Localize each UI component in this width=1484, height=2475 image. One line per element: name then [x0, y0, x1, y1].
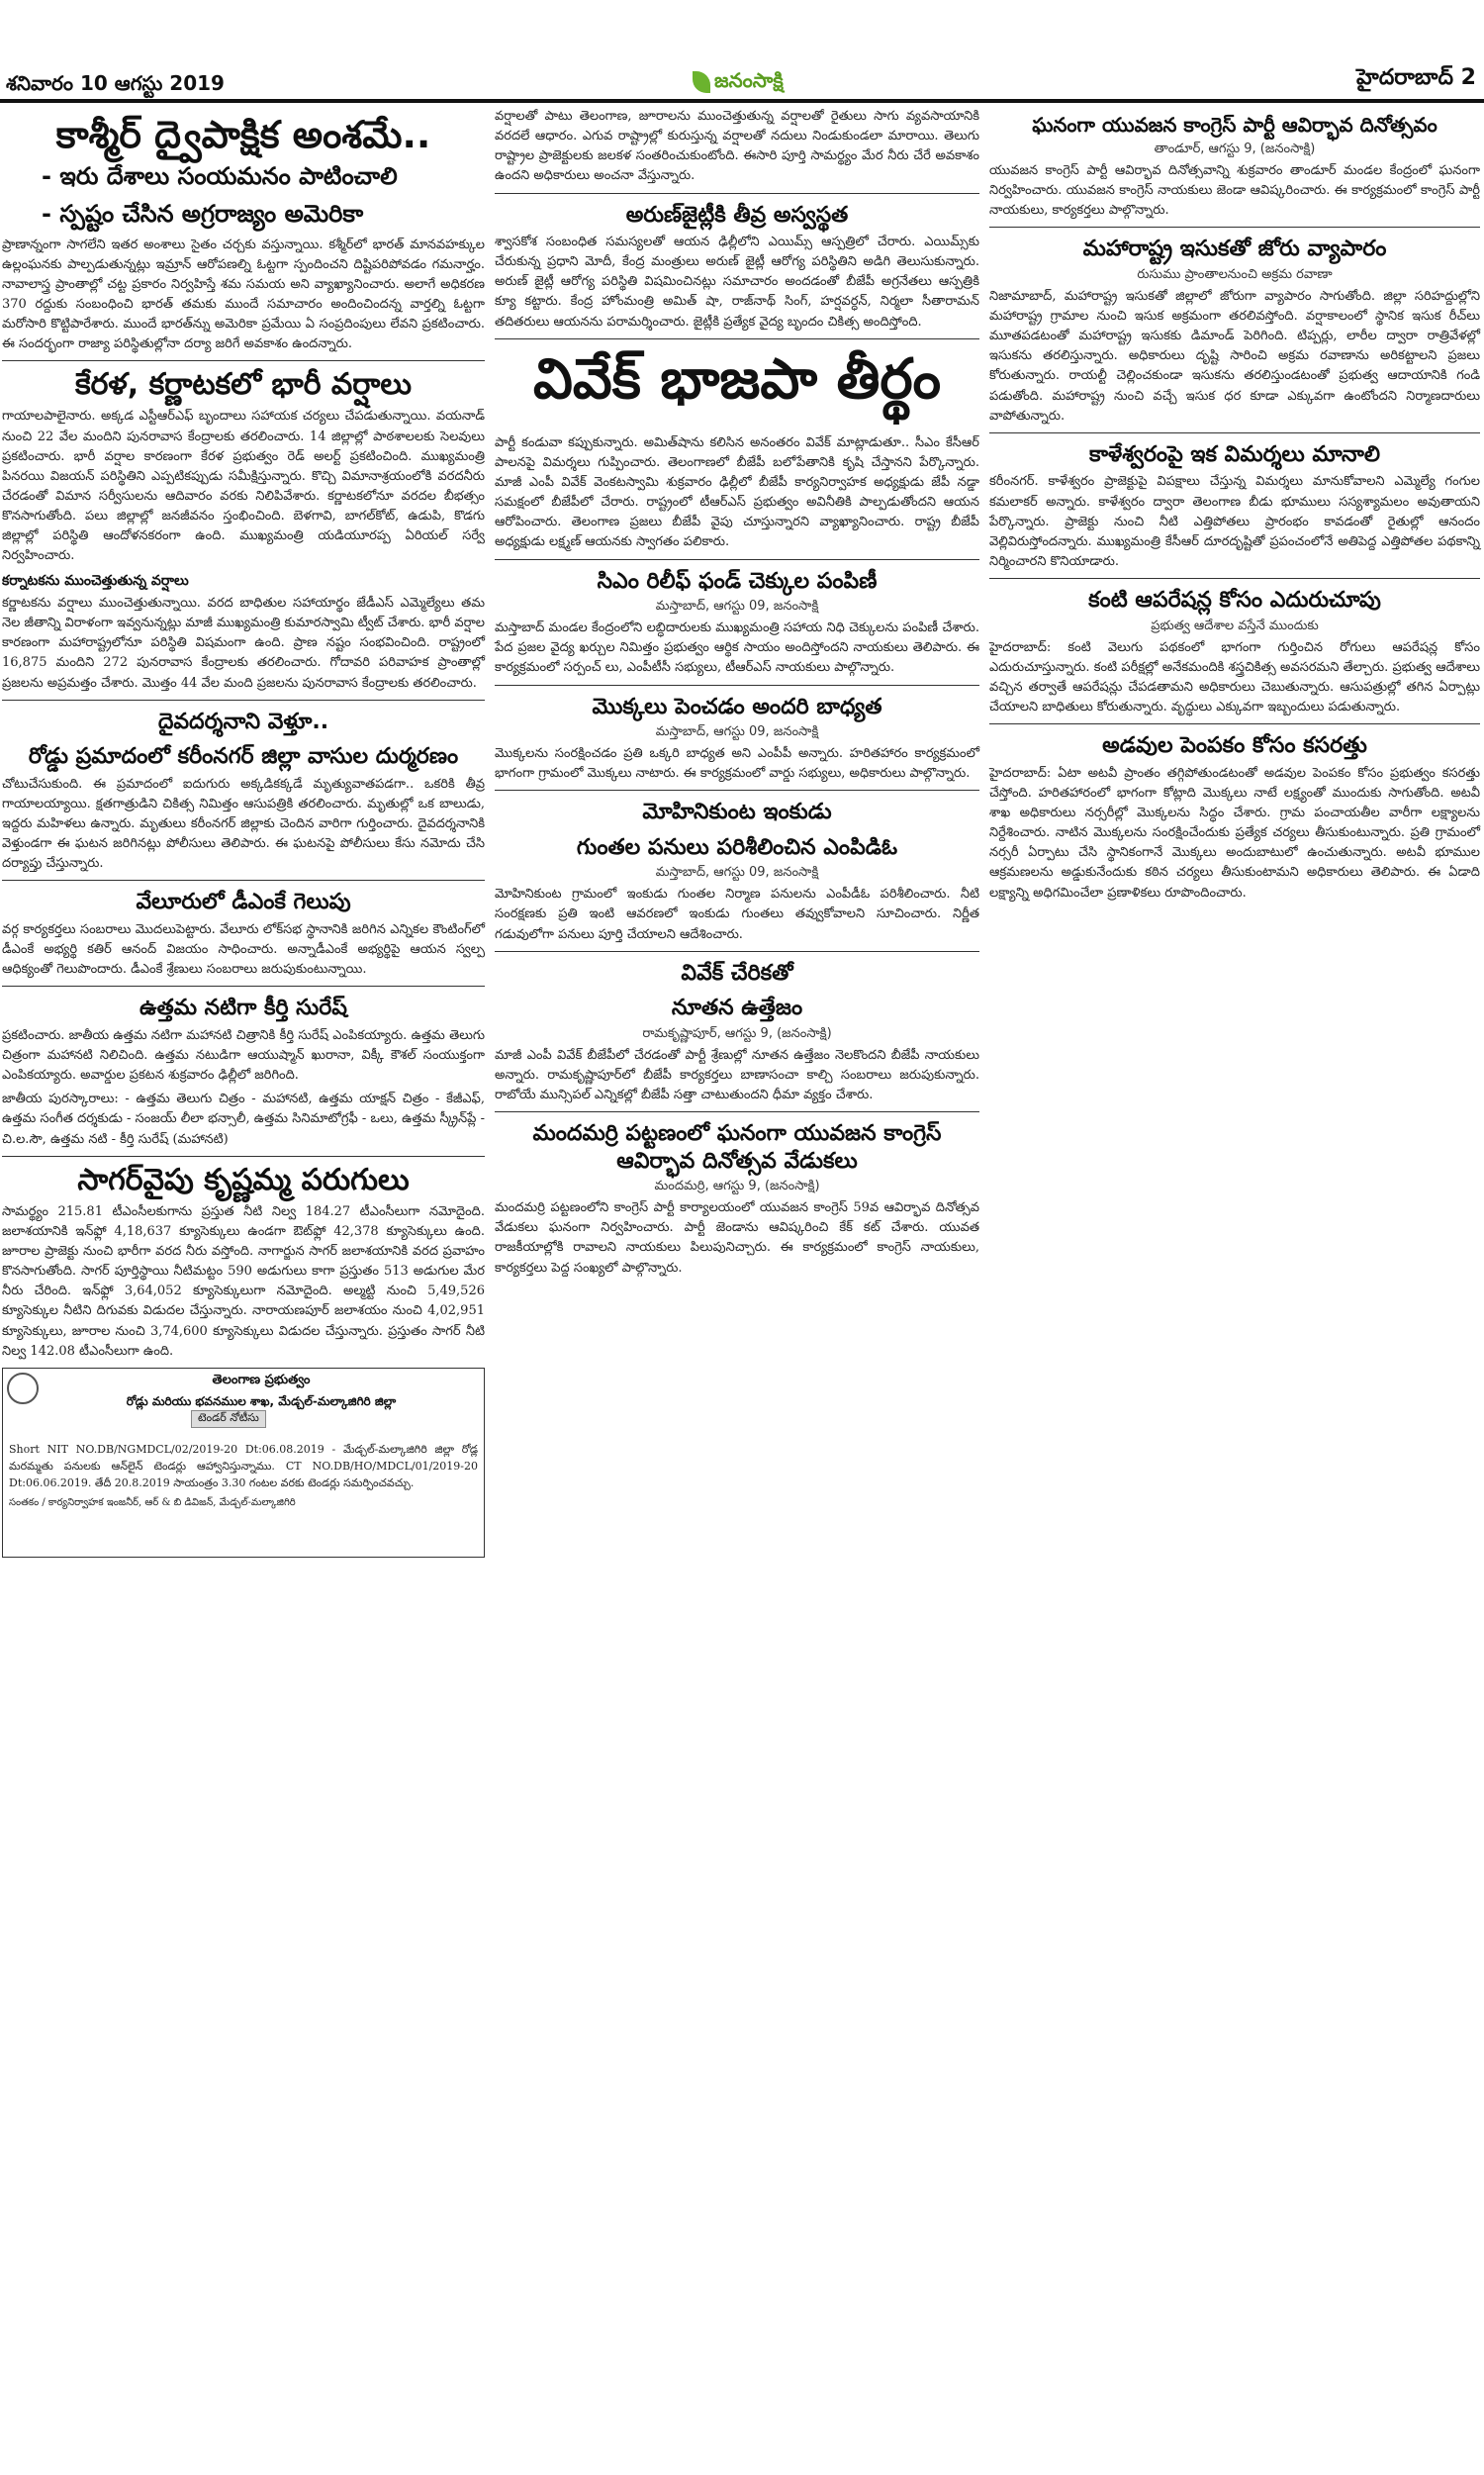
divider — [989, 227, 1480, 228]
divider — [495, 1111, 979, 1112]
jaitley-body: శ్వాసకోశ సంబంధిత సమస్యలతో ఆయన ఢిల్లీలోని ఎయిమ్స్ ఆస్పత్రిలో చేరారు. ఎయిమ్స్‌కు చేరుకున్న ప్రధాని మోదీ, కేంద్ర మంత్రులు అరుణ్ జైట్లీ ఆరోగ్య పరిస్థితిని అడిగి తెలుసుకున్నారు. అరుణ్ జైట్లీ ఆరోగ్య పరిస్థితి విషమించినట్లు సమాచారం అందడంతో బీజేపీ అగ్రనేతలు ఆస్పత్రికి క్యూ కట్టారు. కేంద్ర హోంమంత్రి అమిత్ షా, రాజ్‌నాథ్ సింగ్, హర్షవర్ధన్, నిర్మలా సీతారామన్ తదితరులు ఆయనను పరామర్శించారు. జైట్లీకి ప్రత్యేక వైద్య బృందం చికిత్స అందిస్తోంది. — [495, 235, 979, 330]
divider — [989, 432, 1480, 433]
divider — [495, 338, 979, 339]
accident-headline: రోడ్డు ప్రమాదంలో కరీంనగర్ జిల్లా వాసుల దుర్మరణం — [28, 744, 459, 770]
mokkalu-headline: మొక్కలు పెంచడం అందరి బాధ్యత — [592, 694, 882, 719]
kerala-subheading: కర్నాటకను ముంచెత్తుతున్న వర్షాలు — [2, 572, 189, 589]
eye-surgery-body: హైదరాబాద్: కంటి వెలుగు పథకంలో భాగంగా గుర్తించిన రోగులు ఆపరేషన్ల కోసం ఎదురుచూస్తున్నారు. కంటి పరీక్షల్లో అనేకమందికి శస్త్రచికిత్స అవసరమని తేల్చారు. ప్రభుత్వ ఆదేశాలు వచ్చిన తర్వాతే ఆపరేషన్లు చేపడతామని అధికారులు చెబుతున్నారు. ఆసుపత్రుల్లో తగిన ఏర్పాట్లు చేయాలని బాధితులు కోరుతున్నారు. వృద్ధులు ఎక్కువగా ఇబ్బందులు పడుతున్నారు. — [989, 639, 1480, 715]
kerala-body-2: కర్ణాటకను వర్షాలు ముంచెత్తుతున్నాయి. వరద బాధితుల సహాయార్థం జేడీఎస్ ఎమ్మెల్యేలు తమ నెల జీతాన్ని విరాళంగా ఇవ్వనున్నట్లు మాజీ ముఖ్యమంత్రి కుమారస్వామి ట్వీట్ చేశారు. భారీ వర్షాల కారణంగా మహారాష్ట్రలోనూ పరిస్థితి విషమంగా ఉంది. ప్రాణ నష్టం సంభవించింది. రాష్ట్రంలో 16,875 మందిని 272 పునరావాస కేంద్రాలకు తరలించారు. గోదావరి పరివాహక ప్రాంతాల్లో ప్రజలను అప్రమత్తం చేశారు. మొత్తం 44 వేల మంది ప్రజలను పునరావాస కేంద్రాలకు తరలించారు. — [2, 596, 485, 691]
ad-body: Short NIT NO.DB/NGMDCL/02/2019-20 Dt:06.08.2019 - మేడ్చల్-మల్కాజిగిరి జిల్లా రోడ్ల మరమ్మతు పనులకు ఆన్‌లైన్ టెండర్లు ఆహ్వానిస్తున్నాము. CT NO.DB/HO/MDCL/01/2019-20 Dt:06.06.2019. తేదీ 20.8.2019 సాయంత్రం 3.30 గంటల వరకు టెండర్లు సమర్పించవచ్చు. — [9, 1442, 478, 1489]
kaleshwaram-headline: కాళేశ్వరంపై ఇక విమర్శలు మానాలి — [1088, 441, 1381, 467]
ad-title: తెలంగాణ ప్రభుత్వం — [212, 1372, 311, 1387]
divider — [495, 559, 979, 560]
divider — [495, 790, 979, 791]
divider — [495, 951, 979, 952]
youth-congress-dateline: తాండూర్, ఆగస్టు 9, (జనంసాక్షి) — [1154, 142, 1316, 156]
keerthy-headline: ఉత్తమ నటిగా కీర్తి సురేష్ — [139, 996, 347, 1021]
mandamarri-headline: మందమర్రి పట్టణంలో ఘనంగా యువజన కాంగ్రెస్ ఆవిర్భావ దినోత్సవ వేడుకలు — [532, 1121, 942, 1174]
vivek-big-headline: వివేక్ భాజపా తీర్థం — [533, 346, 941, 412]
mokkalu-body: మొక్కలను సంరక్షించడం ప్రతి ఒక్కరి బాధ్యత అని ఎంపీపీ అన్నారు. హరితహారం కార్యక్రమంలో భాగంగా గ్రామంలో మొక్కలు నాటారు. ఈ కార్యక్రమంలో వార్డు సభ్యులు, అధికారులు పాల్గొన్నారు. — [495, 746, 979, 782]
divider — [495, 193, 979, 194]
divider — [2, 1156, 485, 1157]
mandamarri-dateline: మందమర్రి, ఆగస్టు 9, (జనంసాక్షి) — [654, 1179, 820, 1194]
kashmir-subheading-1: - ఇరు దేశాలు సంయమనం పాటించాలి — [42, 161, 398, 190]
kashmir-headline: కాశ్మీర్ ద్వైపాక్షిక అంశమే.. — [55, 113, 431, 156]
tender-advertisement — [2, 1368, 485, 1558]
accident-kicker: దైవదర్శనాని వెళ్తూ.. — [157, 709, 329, 734]
divider — [2, 700, 485, 701]
leaf-icon — [693, 71, 710, 93]
ad-footer: సంతకం / కార్యనిర్వాహక ఇంజనీర్, ఆర్ & బి డివిజన్, మేడ్చల్-మల్కాజిగిరి — [9, 1497, 296, 1508]
masthead-rule — [0, 99, 1484, 103]
sand-headline: మహారాష్ట్ర ఇసుకతో జోరు వ్యాపారం — [1082, 237, 1387, 262]
vellore-headline: వేలూరులో డీఎంకే గెలుపు — [136, 890, 351, 915]
cmrf-headline: సిఎం రిలీఫ్ ఫండ్ చెక్కుల పంపిణీ — [597, 568, 878, 594]
kerala-body: గాయాలపాలైనారు. అక్కడ ఎస్టీఆర్ఎఫ్ బృందాలు సహాయక చర్యలు చేపడుతున్నాయి. వయనాడ్ నుంచి 22 వేల మందిని పునరావాస కేంద్రాలకు తరలించారు. 14 జిల్లాల్లో పాఠశాలలకు సెలవులు ప్రకటించారు. భారీ వర్షాల కారణంగా కేరళ ప్రభుత్వం రెడ్ అలర్ట్ ప్రకటించింది. ముఖ్యమంత్రి పినరయి విజయన్ పరిస్థితిని ఎప్పటికప్పుడు సమీక్షిస్తున్నారు. కొచ్చి విమానాశ్రయంలోకి వరదనీరు చేరడంతో విమాన సర్వీసులను ఆదివారం వరకు నిలిపివేశారు. కర్ణాటకలోనూ వరదల బీభత్సం కొనసాగుతోంది. పలు జిల్లాల్లో జనజీవనం స్తంభించింది. బెళగావి, బాగల్‌కోట్, ఉడుపి, కొడగు జిల్లాల్లో పరిస్థితి ఆందోళనకరంగా ఉంది. ముఖ్యమంత్రి యడియూరప్ప ఏరియల్ సర్వే నిర్వహించారు. — [2, 409, 485, 564]
issue-date: శనివారం 10 ఆగస్టు 2019 — [6, 71, 225, 95]
keerthy-awards-list: జాతీయ పురస్కారాలు: - ఉత్తమ తెలుగు చిత్రం - మహానటి, ఉత్తమ యాక్షన్ చిత్రం - కేజీఎఫ్, ఉత్తమ సంగీత దర్శకుడు - సంజయ్ లీలా భన్సాలీ, ఉత్తమ సినిమాటోగ్రఫీ - ఒలు, ఉత్తమ స్క్రీన్‌ప్లే - చి.ల.సౌ, ఉత్తమ నటి - కీర్తి సురేష్ (మహానటి) — [2, 1092, 485, 1147]
eye-surgery-dateline: ప్రభుత్వ ఆదేశాల వస్తేనే ముందుకు — [1151, 618, 1319, 633]
vivek-body: పార్టీ కండువా కప్పుకున్నారు. అమిత్‌షాను కలిసిన అనంతరం వివేక్ మాట్లాడుతూ.. సీఎం కేసీఆర్ పాలనపై విమర్శలు గుప్పించారు. తెలంగాణలో బీజేపీ బలోపేతానికి కృషి చేస్తానని పేర్కొన్నారు. మాజీ ఎంపీ వివేక్ వెంకటస్వామి శుక్రవారం ఢిల్లీలో బీజేపీ కార్యనిర్వాహక అధ్యక్షుడు జేపీ నడ్డా సమక్షంలో బీజేపీలో చేరారు. రాష్ట్రంలో టీఆర్ఎస్ ప్రభుత్వం అవినీతికి పాల్పడుతోందని ఆయన ఆరోపించారు. తెలంగాణ ప్రజలు బీజేపీ వైపు చూస్తున్నారని వ్యాఖ్యానించారు. రాష్ట్ర బీజేపీ అధ్యక్షుడు లక్ష్మణ్ ఆయనకు స్వాగతం పలికారు. — [495, 434, 979, 550]
column-middle — [495, 107, 979, 1283]
jaitley-headline: అరుణ్‌జైట్లీకి తీవ్ర అస్వస్థత — [625, 202, 849, 228]
vivek2-body: మాజీ ఎంపీ వివేక్ బీజేపీలో చేరడంతో పార్టీ శ్రేణుల్లో నూతన ఉత్తేజం నెలకొందని బీజేపీ నాయకులు అన్నారు. రామకృష్ణాపూర్‌లో బీజేపీ కార్యకర్తలు బాణాసంచా కాల్చి సంబరాలు జరుపుకున్నారు. రాబోయే మున్సిపల్ ఎన్నికల్లో బీజేపీ సత్తా చాటుతుందని ధీమా వ్యక్తం చేశారు. — [495, 1047, 979, 1103]
divider — [495, 685, 979, 686]
government-seal-icon — [7, 1373, 39, 1404]
ad-tag: టెండర్ నోటీసు — [191, 1410, 266, 1428]
divider — [2, 880, 485, 881]
column-right — [989, 107, 1480, 907]
youth-congress-headline: ఘనంగా యువజన కాంగ్రెస్ పార్టీ ఆవిర్భావ దినోత్సవం — [1032, 113, 1438, 137]
kashmir-body: ప్రాణాన్నంగా సాగలేని ఇతర అంశాలు సైతం చర్చకు వస్తున్నాయి. కశ్మీర్‌లో భారత్ మానవహక్కుల ఉల్లంఘనకు పాల్పడుతున్నట్లు ఇమ్రాన్ ఆరోపణల్ని ఓట్టగా స్పందించని దిష్టిపరిపోవడం గమనార్హం. నావాలాస్త్ర ప్రాంతాల్లో చట్ట ప్రకారం నిర్వహిస్తే శమ సమయ అని వ్యాఖ్యానించారు. అలాగే అధికరణ 370 రద్దుకు సంబంధించి భారత్ తమకు ముందే సమాచారం అందించిందన్న వార్తల్ని ఓట్టగా మరోసారి కొట్టిపారేశారు. ముందే భారత్‌న్ను అమెరికా ప్రమేయి ఏ సంప్రదింపులు లేవని ప్రకటించారు. ఈ సందర్భంగా రాజ్యా పరిస్థితుల్లోనా దర్యా జరిగే అవకాశం ఉందన్నారు. — [2, 237, 485, 352]
accident-body: చోటుచేసుకుంది. ఈ ప్రమాదంలో ఐదుగురు అక్కడికక్కడే మృత్యువాతపడగా.. ఒకరికి తీవ్ర గాయాలయ్యాయి. క్షతగాత్రుడిని చికిత్స నిమిత్తం ఆసుపత్రికి తరలించారు. మృతుల్లో ఒక బాలుడు, ఇద్దరు మహిళలు ఉన్నారు. మృతులు కరీంనగర్ జిల్లాకు చెందిన వారిగా గుర్తించారు. దైవదర్శనానికి వెళ్తుండగా ఈ ఘటన జరిగినట్లు పోలీసులు తెలిపారు. ఈ ఘటనపై పోలీసులు కేసు నమోదు చేసి దర్యాప్తు చేస్తున్నారు. — [2, 776, 485, 872]
edition-city-page: హైదరాబాద్ 2 — [1356, 65, 1476, 90]
vivek2-dateline: రామకృష్ణాపూర్, ఆగస్టు 9, (జనంసాక్షి) — [642, 1025, 832, 1041]
divider — [989, 578, 1480, 579]
kashmir-subheading-2: - స్పష్టం చేసిన అగ్రరాజ్యం అమెరికా — [42, 199, 364, 228]
column-left — [2, 107, 485, 1558]
logo-text: జనంసాక్షి — [714, 67, 784, 92]
sagar-headline: సాగర్‌వైపు కృష్ణమ్మ పరుగులు — [77, 1162, 410, 1197]
sand-body: నిజామాబాద్, మహారాష్ట్ర ఇసుకతో జిల్లాలో జోరుగా వ్యాపారం సాగుతోంది. జిల్లా సరిహద్దుల్లోని మహారాష్ట్ర గ్రామాల నుంచి ఇసుక అక్రమంగా తరలివస్తోంది. వర్షాకాలంలో స్థానిక ఇసుక రీచ్‌లు మూతపడటంతో మహారాష్ట్ర ఇసుకకు డిమాండ్ పెరిగింది. టిప్పర్లు, లారీల ద్వారా రాత్రివేళల్లో ఇసుకను తరలిస్తున్నారు. అధికారులు దృష్టి సారించి అక్రమ రవాణాను అరికట్టాలని ప్రజలు కోరుతున్నారు. రాయల్టీ చెల్లించకుండా ఇసుకను తరలిస్తుండటంతో ప్రభుత్వ ఆదాయానికి గండి పడుతోంది. మహారాష్ట్ర నుంచి వచ్చే ఇసుక ధర కూడా ఎక్కువగా ఉంటోందని నిర్మాణదారులు వాపోతున్నారు. — [989, 288, 1480, 424]
cmrf-dateline: మస్తాబాద్, ఆగస్టు 09, జనంసాక్షి — [655, 599, 819, 615]
forest-body: హైదరాబాద్: ఏటా అటవీ ప్రాంతం తగ్గిపోతుండటంతో అడవుల పెంపకం కోసం ప్రభుత్వం కసరత్తు చేస్తోంది. హరితహారంలో భాగంగా కోట్లాది మొక్కలు నాటే లక్ష్యంతో ముందుకు సాగుతోంది. అటవీ శాఖ అధికారులు నర్సరీల్లో మొక్కలను సిద్ధం చేశారు. గ్రామ పంచాయతీల వారీగా లక్ష్యాలను నిర్దేశించారు. నాటిన మొక్కలను సంరక్షించేందుకు ప్రత్యేక చర్యలు తీసుకుంటున్నారు. ప్రతి గ్రామంలో నర్సరీ ఏర్పాటు చేసి స్థానికంగానే మొక్కలు అందుబాటులో ఉంచుతున్నారు. అటవీ భూముల ఆక్రమణలను అడ్డుకునేందుకు కఠిన చర్యలు తీసుకుంటామని అధికారులు తెలిపారు. ఈ ఏడాది లక్ష్యాన్ని అధిగమించేలా ప్రణాళికలు రూపొందించారు. — [989, 765, 1480, 901]
vivek2-subheading: నూతన ఉత్తేజం — [671, 996, 803, 1021]
forest-headline: అడవుల పెంపకం కోసం కసరత్తు — [1102, 733, 1367, 759]
keerthy-body: ప్రకటించారు. జాతీయ ఉత్తమ నటిగా మహానటి చిత్రానికి కీర్తి సురేష్ ఎంపికయ్యారు. ఉత్తమ తెలుగు చిత్రంగా మహానటి నిలిచింది. ఉత్తమ నటుడిగా ఆయుష్మాన్ ఖురానా, విక్కీ కౌశల్ సంయుక్తంగా ఎంపికయ్యారు. అవార్డుల ప్రకటన శుక్రవారం ఢిల్లీలో జరిగింది. — [2, 1027, 485, 1084]
divider — [989, 723, 1480, 724]
masthead — [0, 0, 1484, 95]
kerala-headline: కేరళ, కర్ణాటకలో భారీ వర్షాలు — [74, 367, 413, 403]
mohini-body: మోహినికుంట గ్రామంలో ఇంకుడు గుంతల నిర్మాణ పనులను ఎంపీడీఓ పరిశీలించారు. నీటి సంరక్షణకు ప్రతి ఇంటి ఆవరణలో ఇంకుడు గుంతలు తవ్వుకోవాలని సూచించారు. నిర్ణీత గడువులోగా పనులు పూర్తి చేయాలని ఆదేశించారు. — [495, 887, 979, 942]
youth-congress-body: యువజన కాంగ్రెస్ పార్టీ ఆవిర్భావ దినోత్సవాన్ని శుక్రవారం తాండూర్ మండల కేంద్రంలో ఘనంగా నిర్వహించారు. యువజన కాంగ్రెస్ నాయకులు జెండా ఆవిష్కరించారు. ఈ కార్యక్రమంలో కాంగ్రెస్ పార్టీ నాయకులు, కార్యకర్తలు పాల్గొన్నారు. — [989, 163, 1480, 219]
newspaper-logo — [693, 67, 821, 97]
eye-surgery-headline: కంటి ఆపరేషన్ల కోసం ఎదురుచూపు — [1088, 588, 1381, 614]
vivek2-headline: వివేక్ చేరికతో — [681, 960, 793, 986]
vellore-body: వర్గ కార్యకర్తలు సంబరాలు మొదలుపెట్టారు. వేలూరు లోక్‌సభ స్థానానికి జరిగిన ఎన్నికల కౌంటింగ్‌లో డీఎంకే అభ్యర్థి కతిర్ ఆనంద్ విజయం సాధించారు. అన్నాడీఎంకే అభ్యర్థిపై ఆయన స్వల్ప ఆధిక్యంతో గెలుపొందారు. డీఎంకే శ్రేణులు సంబరాలు జరుపుకుంటున్నాయి. — [2, 921, 485, 978]
mohini-dateline: మస్తాబాద్, ఆగస్టు 09, జనంసాక్షి — [655, 865, 819, 881]
divider — [2, 986, 485, 987]
mandamarri-body: మందమర్రి పట్టణంలోని కాంగ్రెస్ పార్టీ కార్యాలయంలో యువజన కాంగ్రెస్ 59వ ఆవిర్భావ దినోత్సవ వేడుకలు ఘనంగా నిర్వహించారు. పార్టీ జెండాను ఆవిష్కరించి కేక్ కట్ చేశారు. యువత రాజకీయాల్లోకి రావాలని నాయకులు పిలుపునిచ్చారు. ఈ కార్యక్రమంలో కాంగ్రెస్ నాయకులు, కార్యకర్తలు పెద్ద సంఖ్యలో పాల్గొన్నారు. — [495, 1200, 979, 1276]
sand-dateline: రుసుము ప్రాంతాలనుంచి అక్రమ రవాణా — [1137, 266, 1333, 282]
mohini-subheading: గుంతల పనులు పరిశీలించిన ఎంపిడిఓ — [576, 834, 898, 860]
divider — [2, 360, 485, 361]
sagar-body: సామర్థ్యం 215.81 టీఎంసీలకుగాను ప్రస్తుత నీటి నిల్వ 184.27 టీఎంసీలుగా నమోదైంది. జలాశయానికి ఇన్‌ఫ్లో 4,18,637 క్యూసెక్కులు ఉండగా ఔట్‌ఫ్లో 42,378 క్యూసెక్కులు ఉంది. జూరాల ప్రాజెక్టు నుంచి భారీగా వరద నీరు వస్తోంది. నాగార్జున సాగర్ జలాశయానికి వరద ప్రవాహం కొనసాగుతోంది. సాగర్ పూర్తిస్థాయి నీటిమట్టం 590 అడుగులు కాగా ప్రస్తుతం 513 అడుగుల మేర నీరు చేరింది. ఇన్‌ఫ్లో 3,64,052 క్యూసెక్కులుగా నమోదైంది. అల్మట్టి నుంచి 5,49,526 క్యూసెక్కుల నీటిని దిగువకు విడుదల చేస్తున్నారు. నారాయణపూర్ జలాశయం నుంచి 4,02,951 క్యూసెక్కులు, జూరాల నుంచి 3,74,600 క్యూసెక్కులు విడుదల చేస్తున్నారు. ప్రస్తుతం సాగర్ నీటి నిల్వ 142.08 టీఎంసీలుగా ఉంది. — [2, 1203, 485, 1359]
kaleshwaram-body: కరీంనగర్. కాళేశ్వరం ప్రాజెక్టుపై విపక్షాలు చేస్తున్న విమర్శలు మానుకోవాలని ఎమ్మెల్యే గంగుల కమలాకర్ అన్నారు. కాళేశ్వరం ద్వారా తెలంగాణ బీడు భూములు సస్యశ్యామలం అవుతాయని పేర్కొన్నారు. ప్రాజెక్టు నుంచి నీటి ఎత్తిపోతలు ప్రారంభం కావడంతో రైతుల్లో ఆనందం వెల్లివిరుస్తోందన్నారు. ముఖ్యమంత్రి కేసీఆర్ దూరదృష్టితో ప్రపంచంలోనే అతిపెద్ద ఎత్తిపోతల పథకాన్ని నిర్మించారని కొనియాడారు. — [989, 474, 1480, 569]
ad-subtitle: రోడ్లు మరియు భవనముల శాఖ, మేడ్చల్-మల్కాజిగిరి జిల్లా — [126, 1393, 397, 1408]
mokkalu-dateline: మస్తాబాద్, ఆగస్టు 09, జనంసాక్షి — [655, 724, 819, 740]
mohini-headline: మోహినికుంట ఇంకుడు — [642, 800, 832, 825]
flood-intro-body: వర్షాలతో పాటు తెలంగాణ, జూరాలను ముంచెత్తుతున్న వర్షాలతో రైతులు సాగు వ్యవసాయానికి వరదలే ఆధారం. ఎగువ రాష్ట్రాల్లో కురుస్తున్న వర్షాలతో నదులు నిండుకుండలా మారాయి. తెలుగు రాష్ట్రాల ప్రాజెక్టులకు జలకళ సంతరించుకుంటోంది. ఈసారి పూర్తి సామర్థ్యం మేర నీరు చేరే అవకాశం ఉందని అధికారులు అంచనా వేస్తున్నారు. — [495, 109, 979, 184]
cmrf-body: మస్తాబాద్ మండల కేంద్రంలోని లబ్ధిదారులకు ముఖ్యమంత్రి సహాయ నిధి చెక్కులను పంపిణీ చేశారు. పేద ప్రజల వైద్య ఖర్చుల నిమిత్తం ప్రభుత్వం ఆర్థిక సాయం అందిస్తోందని నాయకులు తెలిపారు. ఈ కార్యక్రమంలో సర్పంచ్ లు, ఎంపీటీసీ సభ్యులు, టీఆర్ఎస్ నాయకులు పాల్గొన్నారు. — [495, 620, 979, 676]
